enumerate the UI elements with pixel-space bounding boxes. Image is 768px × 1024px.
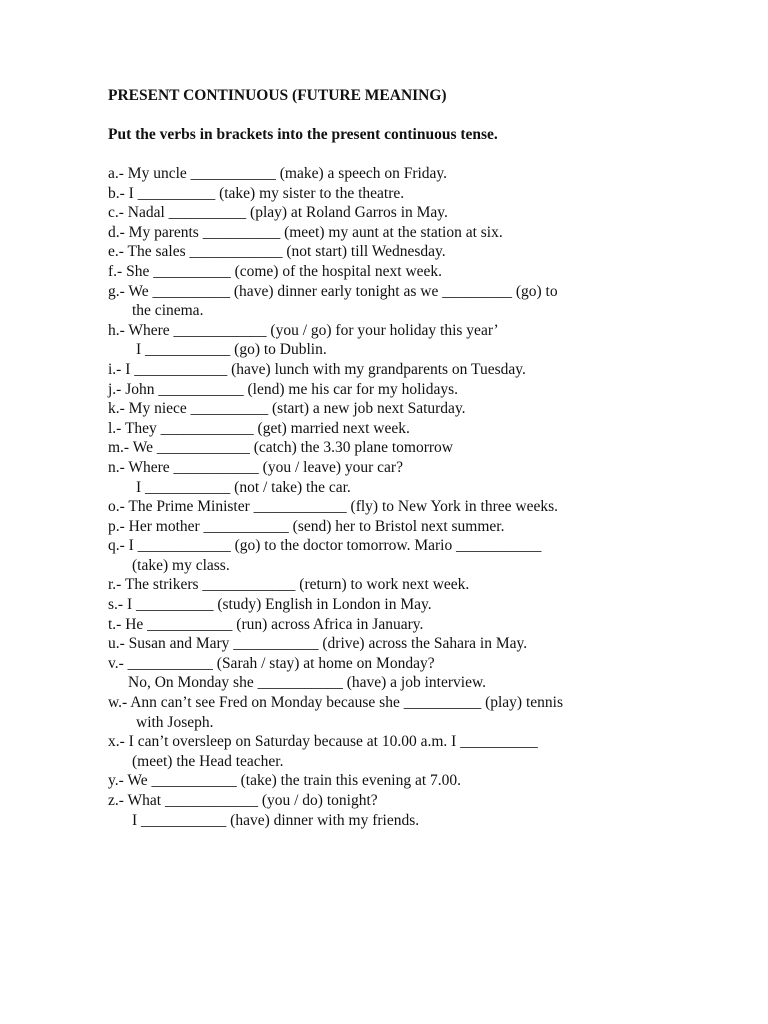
exercise-line: o.- The Prime Minister ____________ (fly) to New York in three weeks. [108, 498, 559, 516]
exercise-line: I ___________ (not / take) the car. [136, 478, 351, 496]
exercise-line: I ___________ (have) dinner with my friends. [132, 811, 420, 829]
exercise-line: d.- My parents __________ (meet) my aunt at the station at six. [108, 223, 503, 241]
exercise-line: g.- We __________ (have) dinner early tonight as we _________ (go) to [108, 282, 558, 300]
exercise-line: m.- We ____________ (catch) the 3.30 plane tomorrow [108, 439, 453, 457]
exercise-line: I ___________ (go) to Dublin. [136, 341, 327, 359]
exercise-line: the cinema. [132, 302, 204, 320]
exercise-line: n.- Where ___________ (you / leave) your car? [108, 458, 403, 476]
exercise-line: w.- Ann can’t see Fred on Monday because she __________ (play) tennis [108, 694, 563, 712]
exercise-line: v.- ___________ (Sarah / stay) at home on Monday? [108, 654, 435, 672]
exercise-line: y.- We ___________ (take) the train this evening at 7.00. [108, 772, 462, 790]
exercise-line: (meet) the Head teacher. [132, 752, 284, 770]
exercise-line: h.- Where ____________ (you / go) for your holiday this year’ [108, 321, 499, 339]
exercise-line: r.- The strikers ____________ (return) to work next week. [108, 576, 470, 594]
exercise-line: p.- Her mother ___________ (send) her to Bristol next summer. [108, 517, 505, 535]
worksheet [108, 86, 728, 830]
exercise-list [108, 164, 728, 830]
exercise-line: z.- What ____________ (you / do) tonight? [108, 792, 378, 809]
exercise-line: t.- He ___________ (run) across Africa in January. [108, 615, 424, 633]
exercise-line: f.- She __________ (come) of the hospital next week. [108, 262, 443, 280]
exercise-line: s.- I __________ (study) English in London in May. [108, 596, 432, 614]
exercise-line: k.- My niece __________ (start) a new job next Saturday. [108, 400, 466, 418]
exercise-line: a.- My uncle ___________ (make) a speech on Friday. [108, 165, 448, 182]
exercise-line: u.- Susan and Mary ___________ (drive) across the Sahara in May. [108, 635, 528, 653]
exercise-line: with Joseph. [136, 713, 214, 731]
instruction: Put the verbs in brackets into the present continuous tense. [108, 126, 498, 143]
exercise-line: No, On Monday she ___________ (have) a job interview. [128, 674, 487, 692]
exercise-line: c.- Nadal __________ (play) at Roland Garros in May. [108, 204, 448, 222]
exercise-line: i.- I ____________ (have) lunch with my grandparents on Tuesday. [108, 360, 526, 378]
exercise-line: x.- I can’t oversleep on Saturday because at 10.00 a.m. I __________ [108, 733, 538, 751]
page-title: PRESENT CONTINUOUS (FUTURE MEANING) [108, 87, 447, 104]
exercise-line: q.- I ____________ (go) to the doctor tomorrow. Mario ___________ [108, 537, 542, 555]
exercise-line: b.- I __________ (take) my sister to the theatre. [108, 184, 405, 202]
exercise-line: j.- John ___________ (lend) me his car for my holidays. [108, 380, 458, 398]
exercise-line: l.- They ____________ (get) married next week. [108, 419, 410, 437]
exercise-line: e.- The sales ____________ (not start) till Wednesday. [108, 243, 446, 261]
exercise-line: (take) my class. [132, 556, 230, 574]
